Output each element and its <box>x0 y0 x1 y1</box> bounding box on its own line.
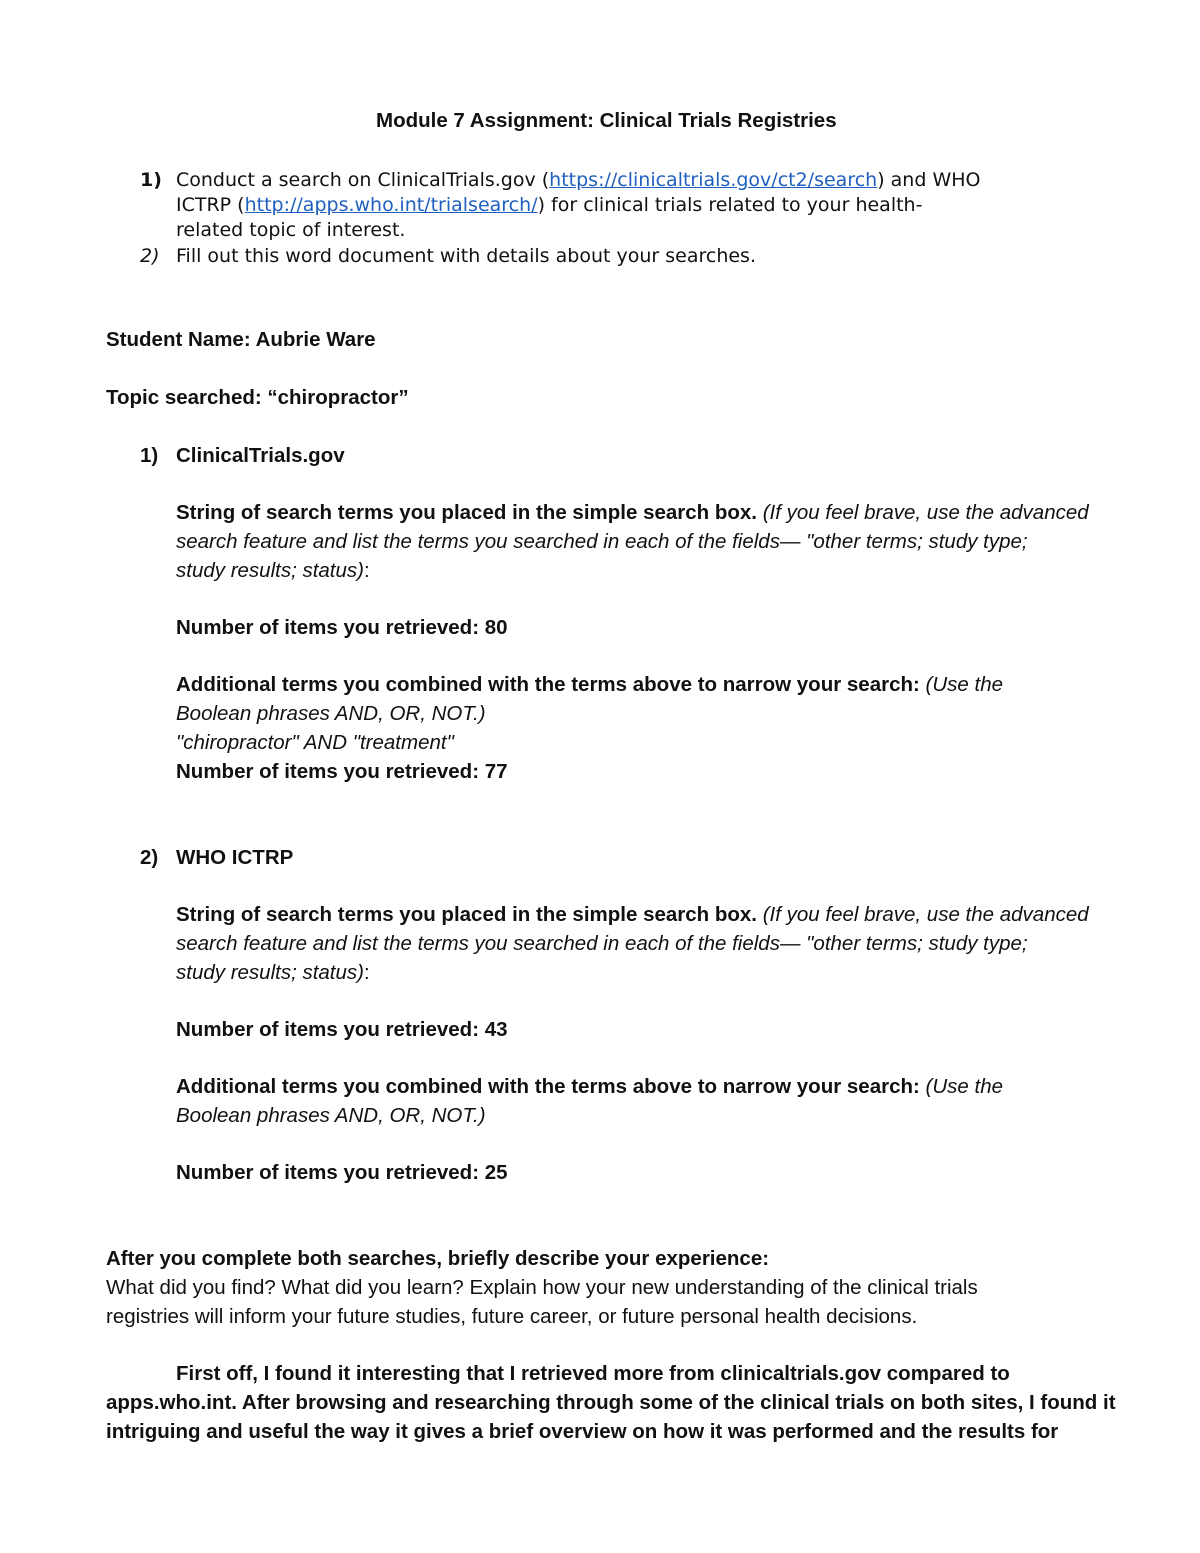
section-1-string-prompt-line-3 <box>176 558 370 584</box>
section-1-count-2: Number of items you retrieved: 77 <box>176 760 508 783</box>
section-1-string-prompt-line-2: search feature and list the terms you searched in each of the fields— "other terms; study type; <box>176 530 1028 553</box>
prompt-italic: study results; status) <box>176 559 364 582</box>
prompt-bold: String of search terms you placed in the simple search box. <box>176 903 758 926</box>
instruction-text: ) and WHO <box>877 169 981 191</box>
prompt-bold: Additional terms you combined with the terms above to narrow your search: <box>176 1075 920 1098</box>
prompt-italic: study results; status) <box>176 961 364 984</box>
instruction-line-1 <box>176 167 980 193</box>
reflection-prompt-line-1: What did you find? What did you learn? Explain how your new understanding of the clinical trials <box>106 1276 978 1299</box>
instruction-line-3: related topic of interest. <box>176 219 406 241</box>
instruction-text: ) for clinical trials related to your health- <box>537 194 923 216</box>
instruction-text: Conduct a search on ClinicalTrials.gov ( <box>176 169 550 191</box>
prompt-colon: : <box>363 559 370 582</box>
prompt-italic: (If you feel brave, use the advanced <box>762 501 1089 524</box>
reflection-heading: After you complete both searches, briefly describe your experience: <box>106 1247 770 1270</box>
instruction-number-1: 1) <box>140 169 162 191</box>
section-2-string-prompt-line-2: search feature and list the terms you searched in each of the fields— "other terms; study type; <box>176 932 1028 955</box>
section-1-additional-prompt-line-1 <box>176 672 1003 698</box>
prompt-bold: Additional terms you combined with the terms above to narrow your search: <box>176 673 920 696</box>
prompt-bold: String of search terms you placed in the simple search box. <box>176 501 758 524</box>
section-1-heading: ClinicalTrials.gov <box>176 444 345 467</box>
instruction-line-2 <box>176 192 922 218</box>
topic-searched: Topic searched: “chiropractor” <box>106 386 409 409</box>
clinicaltrials-link[interactable]: https://clinicaltrials.gov/ct2/search <box>549 169 878 191</box>
prompt-italic: (Use the <box>925 1075 1004 1098</box>
section-1-additional-answer: "chiropractor" AND "treatment" <box>176 731 454 754</box>
section-2-heading: WHO ICTRP <box>176 846 294 869</box>
reflection-answer-line-1: First off, I found it interesting that I retrieved more from clinicaltrials.gov compared to <box>176 1362 1010 1385</box>
section-1-additional-prompt-line-2: Boolean phrases AND, OR, NOT.) <box>176 702 486 725</box>
reflection-answer-line-2: apps.who.int. After browsing and researching through some of the clinical trials on both sites, I found it <box>106 1391 1116 1414</box>
who-trialsearch-link[interactable]: http://apps.who.int/trialsearch/ <box>244 194 538 216</box>
section-2-additional-prompt-line-1 <box>176 1074 1003 1100</box>
section-2-additional-prompt-line-2: Boolean phrases AND, OR, NOT.) <box>176 1104 486 1127</box>
section-2-number: 2) <box>140 846 159 869</box>
section-1-number: 1) <box>140 444 159 467</box>
section-2-string-prompt-line-3 <box>176 960 370 986</box>
prompt-colon: : <box>363 961 370 984</box>
instruction-line-4: Fill out this word document with details about your searches. <box>176 245 756 267</box>
section-2-count-1: Number of items you retrieved: 43 <box>176 1018 508 1041</box>
section-1-count-1: Number of items you retrieved: 80 <box>176 616 508 639</box>
instruction-number-2: 2) <box>140 245 160 267</box>
document-title: Module 7 Assignment: Clinical Trials Registries <box>376 109 837 132</box>
instruction-text: ICTRP ( <box>176 194 245 216</box>
prompt-italic: (If you feel brave, use the advanced <box>762 903 1089 926</box>
section-2-string-prompt-line-1 <box>176 902 1089 928</box>
reflection-prompt-line-2: registries will inform your future studies, future career, or future personal health decisions. <box>106 1305 918 1328</box>
section-2-count-2: Number of items you retrieved: 25 <box>176 1161 508 1184</box>
reflection-answer-line-3: intriguing and useful the way it gives a brief overview on how it was performed and the results for <box>106 1420 1059 1443</box>
student-name: Student Name: Aubrie Ware <box>106 328 376 351</box>
prompt-italic: (Use the <box>925 673 1004 696</box>
section-1-string-prompt-line-1 <box>176 500 1089 526</box>
